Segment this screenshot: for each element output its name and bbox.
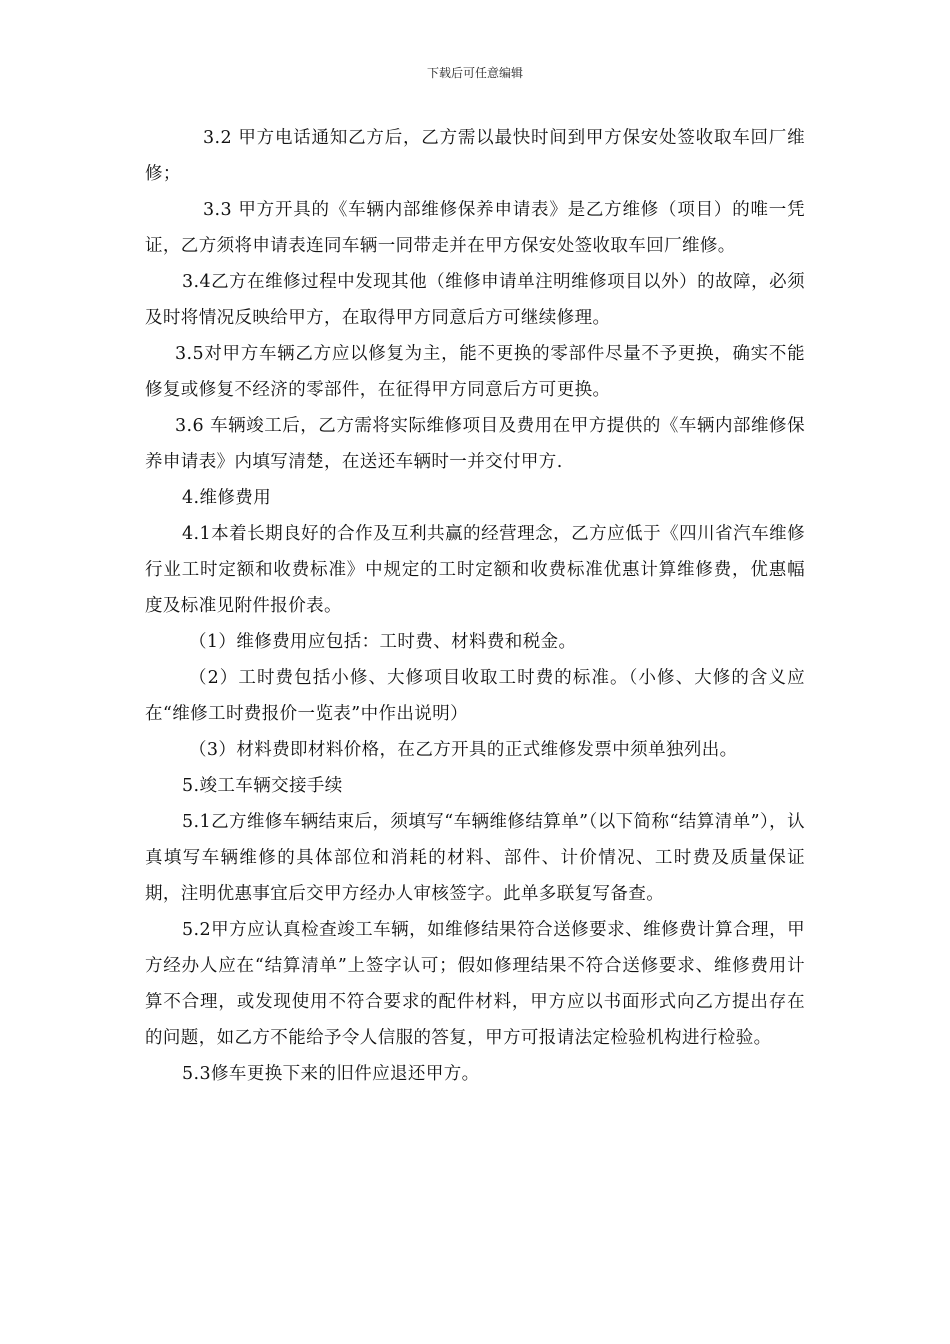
- paragraph-3-3: 3.3 甲方开具的《车辆内部维修保养申请表》是乙方维修（项目）的唯一凭证，乙方须将申请表连同车辆一同带走并在甲方保安处签收取车回厂维修。: [145, 200, 805, 256]
- page-header: 下载后可任意编辑: [426, 66, 523, 80]
- paragraph-3-2: 3.2 甲方电话通知乙方后，乙方需以最快时间到甲方保安处签收取车回厂维修；: [145, 128, 805, 184]
- paragraph-4-1: 4.1本着长期良好的合作及互利共赢的经营理念，乙方应低于《四川省汽车维修行业工时定额和收费标准》中规定的工时定额和收费标准优惠计算维修费，优惠幅度及标准见附件报价表。: [145, 524, 805, 616]
- heading-4: 4.维修费用: [182, 488, 272, 508]
- paragraph-5-2: 5.2甲方应认真检查竣工车辆，如维修结果符合送修要求、维修费计算合理，甲方经办人应在“结算清单”上签字认可；假如修理结果不符合送修要求、维修费用计算不合理，或发现使用不符合要求的配件材料，甲方应以书面形式向乙方提出存在的问题，如乙方不能给予令人信服的答复，甲方可报请法定检验机构进行检验。: [145, 920, 805, 1048]
- paragraph-4-1-item-1: （1）维修费用应包括：工时费、材料费和税金。: [189, 632, 577, 652]
- paragraph-5-1: 5.1乙方维修车辆结束后，须填写“车辆维修结算单”（以下简称“结算清单”），认真填写车辆维修的具体部位和消耗的材料、部件、计价情况、工时费及质量保证期，注明优惠事宜后交甲方经办人审核签字。此单多联复写备查。: [145, 812, 805, 904]
- paragraph-4-1-item-3: （3）材料费即材料价格，在乙方开具的正式维修发票中须单独列出。: [189, 740, 738, 760]
- document-body: [145, 120, 805, 1092]
- paragraph-3-6: 3.6 车辆竣工后，乙方需将实际维修项目及费用在甲方提供的《车辆内部维修保养申请表》内填写清楚，在送还车辆时一并交付甲方.: [145, 416, 805, 472]
- heading-5: 5.竣工车辆交接手续: [182, 776, 343, 796]
- paragraph-5-3: 5.3修车更换下来的旧件应退还甲方。: [182, 1064, 480, 1084]
- paragraph-3-4: 3.4乙方在维修过程中发现其他（维修申请单注明维修项目以外）的故障，必须及时将情况反映给甲方，在取得甲方同意后方可继续修理。: [145, 272, 805, 328]
- paragraph-3-5: 3.5对甲方车辆乙方应以修复为主，能不更换的零部件尽量不予更换，确实不能修复或修复不经济的零部件，在征得甲方同意后方可更换。: [145, 344, 805, 400]
- paragraph-4-1-item-2: （2）工时费包括小修、大修项目收取工时费的标准。（小修、大修的含义应在“维修工时费报价一览表”中作出说明）: [145, 668, 805, 724]
